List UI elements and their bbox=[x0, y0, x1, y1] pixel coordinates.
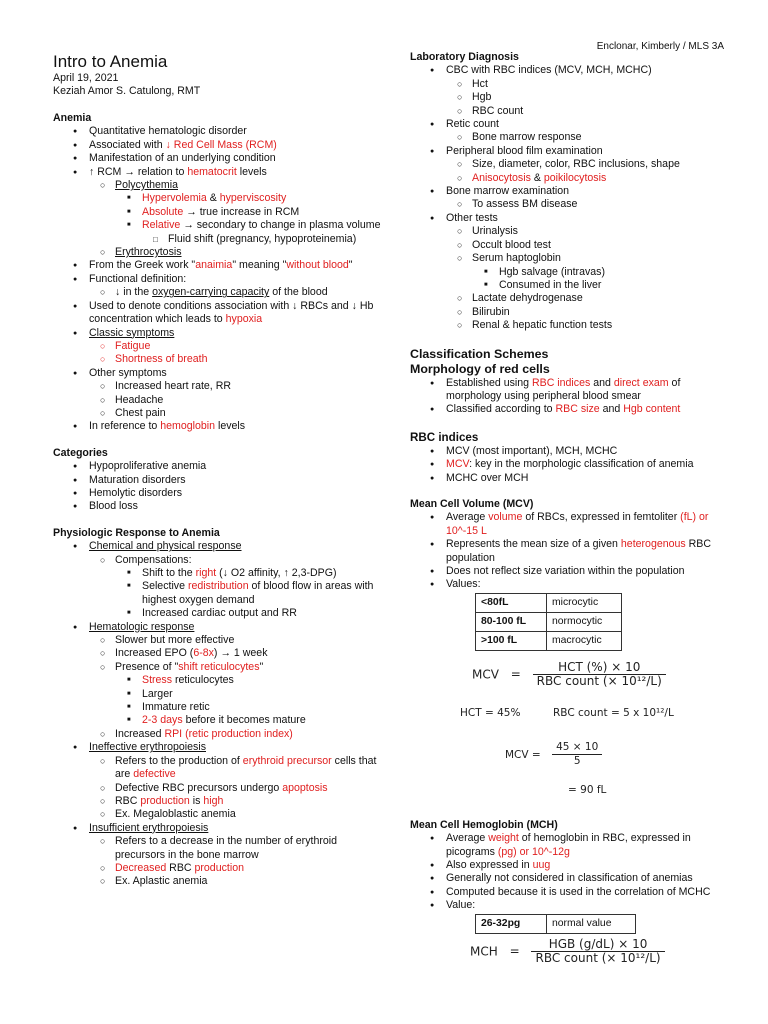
mcv-example-result: = 90 fL bbox=[568, 783, 607, 796]
list-item: ○ Defective RBC precursors undergo apoptosis bbox=[53, 782, 383, 795]
right-column bbox=[410, 51, 730, 974]
list-item: ● Generally not considered in classification of anemias bbox=[410, 872, 730, 885]
list-item: ○ Compensations: bbox=[53, 554, 383, 567]
mcv-values-table bbox=[475, 593, 622, 651]
list-item: ○ RBC count bbox=[410, 105, 730, 118]
physiologic-list bbox=[53, 540, 383, 889]
mcv-example-calc: MCV = $\frac{45 \times 10}{5}$ bbox=[505, 741, 602, 769]
section-heading-anemia: Anemia bbox=[53, 112, 92, 124]
list-item: ● Peripheral blood film examination bbox=[410, 145, 730, 158]
list-item: ○ Presence of "shift reticulocytes" bbox=[53, 661, 383, 674]
list-item: ○ Hct bbox=[410, 78, 730, 91]
list-item: ● From the Greek work "anaimia" meaning "without blood" bbox=[53, 259, 383, 272]
page-title: Intro to Anemia bbox=[53, 52, 168, 71]
heading-classification-schemes: Classification Schemes bbox=[410, 346, 549, 361]
list-item: ○ Refers to a decrease in the number of erythroid precursors in the bone marrow bbox=[53, 835, 383, 862]
list-item: ○ Decreased RBC production bbox=[53, 862, 383, 875]
mcv-list bbox=[410, 511, 730, 591]
list-item: ○ Ex. Aplastic anemia bbox=[53, 875, 383, 888]
section-heading-mch: Mean Cell Hemoglobin (MCH) bbox=[410, 818, 558, 831]
list-item: ● Associated with ↓ Red Cell Mass (RCM) bbox=[53, 139, 383, 152]
list-item: ● Quantitative hematologic disorder bbox=[53, 125, 383, 138]
mch-values-table bbox=[475, 914, 636, 934]
list-item: ● Average weight of hemoglobin in RBC, expressed in picograms (pg) or 10^-12g bbox=[410, 832, 730, 859]
list-item: ○ Urinalysis bbox=[410, 225, 730, 238]
list-item: ○ Bilirubin bbox=[410, 306, 730, 319]
list-item: ● Chemical and physical response bbox=[53, 540, 383, 553]
anemia-list bbox=[53, 125, 383, 433]
list-item: ○ To assess BM disease bbox=[410, 198, 730, 211]
list-item: ● MCV (most important), MCH, MCHC bbox=[410, 445, 730, 458]
list-item: □ Fluid shift (pregnancy, hypoproteinemia) bbox=[53, 233, 383, 246]
list-item: ■ Stress reticulocytes bbox=[53, 674, 383, 687]
list-item: ● Insufficient erythropoiesis bbox=[53, 822, 383, 835]
table-cell: normocytic bbox=[547, 612, 622, 631]
mcv-example-rbc: RBC count = 5 x 10¹²/L bbox=[553, 706, 674, 719]
list-item: ● Manifestation of an underlying condition bbox=[53, 152, 383, 165]
mcv-formula: MCV = $\frac{\text{HCT (\%) × 10}}{\text{RBC count (× 10¹²/L)}}$ bbox=[472, 661, 666, 689]
section-heading-physiologic: Physiologic Response to Anemia bbox=[53, 526, 220, 539]
list-item: ■ Increased cardiac output and RR bbox=[53, 607, 383, 620]
list-item: ○ RBC production is high bbox=[53, 795, 383, 808]
list-item: ● Maturation disorders bbox=[53, 474, 383, 487]
list-item: ■ Immature retic bbox=[53, 701, 383, 714]
list-item: ○ Chest pain bbox=[53, 407, 383, 420]
list-item: ● Hypoproliferative anemia bbox=[53, 460, 383, 473]
list-item: ● Bone marrow examination bbox=[410, 185, 730, 198]
list-item: ● Functional definition: bbox=[53, 273, 383, 286]
list-item: ● Does not reflect size variation within the population bbox=[410, 565, 730, 578]
section-heading-lab-diagnosis: Laboratory Diagnosis bbox=[410, 51, 519, 63]
list-item: ● Established using RBC indices and direct exam of morphology using peripheral blood smear bbox=[410, 377, 730, 404]
list-item: ■ Absolute → true increase in RCM bbox=[53, 206, 383, 219]
table-row bbox=[476, 593, 622, 612]
table-cell: macrocytic bbox=[547, 631, 622, 650]
list-item: ● Hemolytic disorders bbox=[53, 487, 383, 500]
mch-list bbox=[410, 832, 730, 912]
list-item: ○ Headache bbox=[53, 394, 383, 407]
list-item: ■ Larger bbox=[53, 688, 383, 701]
mcv-formula-block bbox=[410, 651, 730, 819]
author-header: Enclonar, Kimberly / MLS 3A bbox=[596, 41, 724, 52]
list-item: ○ ↓ in the oxygen-carrying capacity of the blood bbox=[53, 286, 383, 299]
mch-formula-block bbox=[410, 934, 730, 974]
list-item: ○ Lactate dehydrogenase bbox=[410, 292, 730, 305]
left-column bbox=[53, 112, 383, 889]
categories-list bbox=[53, 460, 383, 514]
heading-morphology: Morphology of red cells bbox=[410, 361, 550, 376]
list-item: ● Other symptoms bbox=[53, 367, 383, 380]
list-item: ● Also expressed in uug bbox=[410, 859, 730, 872]
list-item: ○ Occult blood test bbox=[410, 239, 730, 252]
list-item: ○ Renal & hepatic function tests bbox=[410, 319, 730, 332]
list-item: ● Blood loss bbox=[53, 500, 383, 513]
lecture-date: April 19, 2021 bbox=[53, 72, 119, 84]
list-item: ● ↑ RCM → relation to hematocrit levels bbox=[53, 166, 383, 179]
list-item: ○ Size, diameter, color, RBC inclusions, shape bbox=[410, 158, 730, 171]
list-item: ● Other tests bbox=[410, 212, 730, 225]
list-item: ● Ineffective erythropoiesis bbox=[53, 741, 383, 754]
mch-formula: MCH = $\frac{\text{HGB (g/dL) × 10}}{\text{RBC count (× 10¹²/L)}}$ bbox=[470, 938, 665, 966]
list-item: ○ Increased EPO (6-8x) → 1 week bbox=[53, 647, 383, 660]
list-item: ○ Shortness of breath bbox=[53, 353, 383, 366]
table-cell: 26-32pg bbox=[476, 914, 547, 933]
list-item: ■ Relative → secondary to change in plasma volume bbox=[53, 219, 383, 232]
list-item: ○ Refers to the production of erythroid precursor cells that are defective bbox=[53, 755, 383, 782]
section-heading-mcv: Mean Cell Volume (MCV) bbox=[410, 497, 534, 510]
list-item: ■ Hypervolemia & hyperviscosity bbox=[53, 192, 383, 205]
list-item: ■ 2-3 days before it becomes mature bbox=[53, 714, 383, 727]
lab-diagnosis-list bbox=[410, 64, 730, 332]
rbc-indices-list bbox=[410, 445, 730, 485]
list-item: ■ Selective redistribution of blood flow in areas with highest oxygen demand bbox=[53, 580, 383, 607]
list-item: ● MCHC over MCH bbox=[410, 472, 730, 485]
table-cell: >100 fL bbox=[476, 631, 547, 650]
list-item: ● Used to denote conditions association with ↓ RBCs and ↓ Hb concentration which leads to hypoxia bbox=[53, 300, 383, 327]
list-item: ○ Increased RPI (retic production index) bbox=[53, 728, 383, 741]
lecturer-name: Keziah Amor S. Catulong, RMT bbox=[53, 85, 201, 97]
table-row bbox=[476, 914, 636, 933]
list-item: ● Classified according to RBC size and Hgb content bbox=[410, 403, 730, 416]
table-cell: microcytic bbox=[547, 593, 622, 612]
list-item: ○ Serum haptoglobin bbox=[410, 252, 730, 265]
list-item: ● Retic count bbox=[410, 118, 730, 131]
list-item: ● Computed because it is used in the correlation of MCHC bbox=[410, 886, 730, 899]
table-cell: normal value bbox=[547, 914, 636, 933]
list-item: ○ Ex. Megaloblastic anemia bbox=[53, 808, 383, 821]
morphology-list bbox=[410, 377, 730, 417]
list-item: ■ Shift to the right (↓ O2 affinity, ↑ 2,3-DPG) bbox=[53, 567, 383, 580]
list-item: ● Classic symptoms bbox=[53, 327, 383, 340]
table-cell: 80-100 fL bbox=[476, 612, 547, 631]
list-item: ○ Slower but more effective bbox=[53, 634, 383, 647]
heading-rbc-indices: RBC indices bbox=[410, 430, 479, 444]
mcv-example-hct: HCT = 45% bbox=[460, 706, 521, 719]
list-item: ■ Consumed in the liver bbox=[410, 279, 730, 292]
list-item: ● Average volume of RBCs, expressed in femtoliter (fL) or 10^-15 L bbox=[410, 511, 730, 538]
table-row bbox=[476, 612, 622, 631]
list-item: ○ Anisocytosis & poikilocytosis bbox=[410, 172, 730, 185]
list-item: ○ Bone marrow response bbox=[410, 131, 730, 144]
table-row bbox=[476, 631, 622, 650]
list-item: ■ Hgb salvage (intravas) bbox=[410, 266, 730, 279]
list-item: ○ Hgb bbox=[410, 91, 730, 104]
list-item: ○ Polycythemia bbox=[53, 179, 383, 192]
table-cell: <80fL bbox=[476, 593, 547, 612]
list-item: ● MCV: key in the morphologic classification of anemia bbox=[410, 458, 730, 471]
list-item: ○ Increased heart rate, RR bbox=[53, 380, 383, 393]
list-item: ● Values: bbox=[410, 578, 730, 591]
list-item: ○ Erythrocytosis bbox=[53, 246, 383, 259]
list-item: ● Hematologic response bbox=[53, 621, 383, 634]
section-heading-categories: Categories bbox=[53, 446, 108, 459]
list-item: ● Represents the mean size of a given heterogenous RBC population bbox=[410, 538, 730, 565]
list-item: ○ Fatigue bbox=[53, 340, 383, 353]
list-item: ● Value: bbox=[410, 899, 730, 912]
list-item: ● CBC with RBC indices (MCV, MCH, MCHC) bbox=[410, 64, 730, 77]
list-item: ● In reference to hemoglobin levels bbox=[53, 420, 383, 433]
